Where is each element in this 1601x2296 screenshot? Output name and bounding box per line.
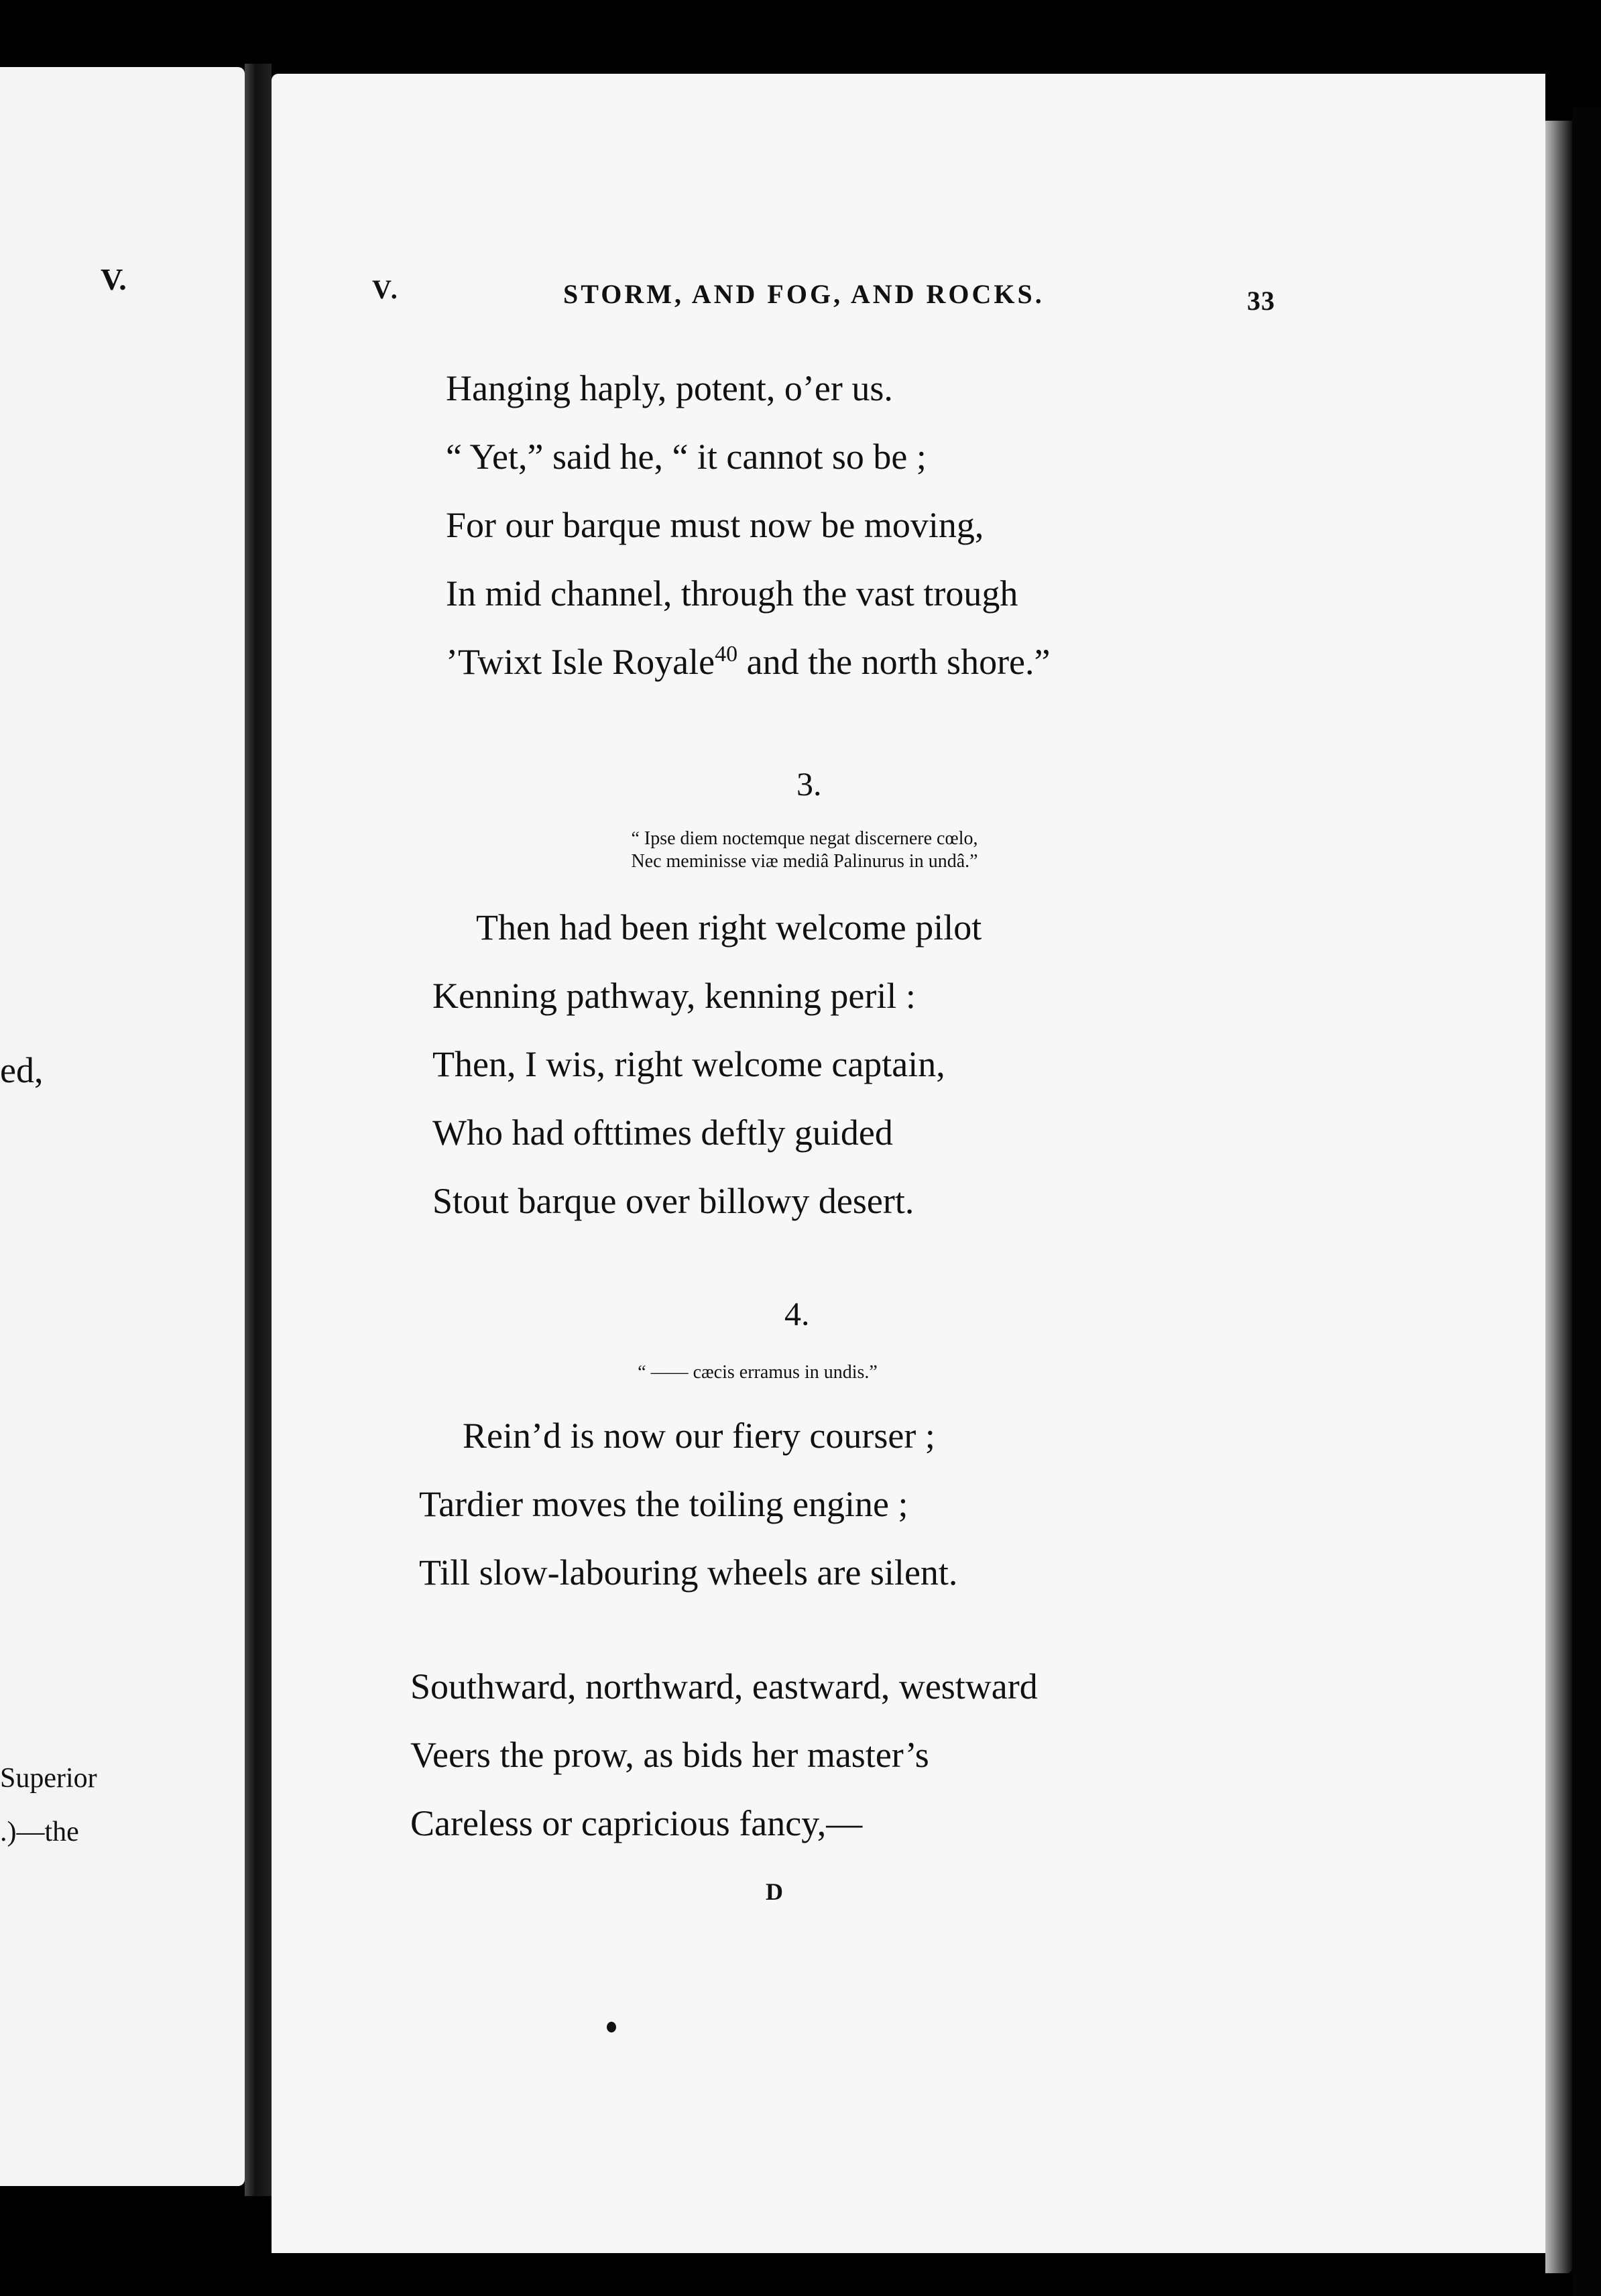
signature-mark: D xyxy=(766,1878,783,1905)
left-fragment: ed, xyxy=(0,1050,44,1090)
verse-line: In mid channel, through the vast trough xyxy=(446,573,1018,614)
left-fragment: .)—the xyxy=(0,1817,79,1847)
left-page xyxy=(0,67,245,2186)
book-gutter xyxy=(245,64,272,2196)
header-numeral: V. xyxy=(372,274,400,304)
verse-line: Rein’d is now our fiery courser ; xyxy=(463,1416,935,1456)
section-number: 3. xyxy=(796,765,822,803)
verse-line: Southward, northward, eastward, westward xyxy=(410,1666,1038,1707)
verse-line: Who had ofttimes deftly guided xyxy=(432,1112,893,1153)
verse-line: Tardier moves the toiling engine ; xyxy=(419,1484,908,1524)
page-number: 33 xyxy=(1247,286,1275,316)
epigraph xyxy=(550,827,1059,873)
ink-speck xyxy=(607,2022,616,2032)
verse-line-royale xyxy=(446,641,1050,683)
verse-line: Then, I wis, right welcome captain, xyxy=(432,1044,945,1084)
running-title: STORM, AND FOG, AND ROCKS. xyxy=(563,279,1045,309)
scan-border xyxy=(1572,107,1601,2296)
left-header-numeral: V. xyxy=(101,262,127,296)
verse-line: Careless or capricious fancy,— xyxy=(410,1803,863,1843)
verse-line: Till slow-labouring wheels are silent. xyxy=(419,1552,958,1593)
page-edge xyxy=(1545,121,1572,2273)
verse-line: Then had been right welcome pilot xyxy=(476,907,982,948)
epigraph-line: “ Ipse diem noctemque negat discernere cœlo, xyxy=(631,828,978,849)
verse-line: “ Yet,” said he, “ it cannot so be ; xyxy=(446,437,927,477)
verse-line: Veers the prow, as bids her master’s xyxy=(410,1735,929,1775)
verse-text: ’Twixt Isle Royale xyxy=(446,642,715,682)
verse-line: For our barque must now be moving, xyxy=(446,505,984,545)
epigraph-line: Nec meminisse viæ mediâ Palinurus in undâ.” xyxy=(631,851,978,872)
verse-text: and the north shore.” xyxy=(737,642,1051,682)
verse-line: Hanging haply, potent, o’er us. xyxy=(446,368,893,408)
epigraph: “ —— cæcis erramus in undis.” xyxy=(638,1362,878,1383)
left-fragment: Superior xyxy=(0,1763,97,1794)
note-reference: 40 xyxy=(715,642,738,667)
verse-line: Stout barque over billowy desert. xyxy=(432,1181,914,1221)
verse-line: Kenning pathway, kenning peril : xyxy=(432,976,916,1016)
section-number: 4. xyxy=(784,1295,810,1332)
